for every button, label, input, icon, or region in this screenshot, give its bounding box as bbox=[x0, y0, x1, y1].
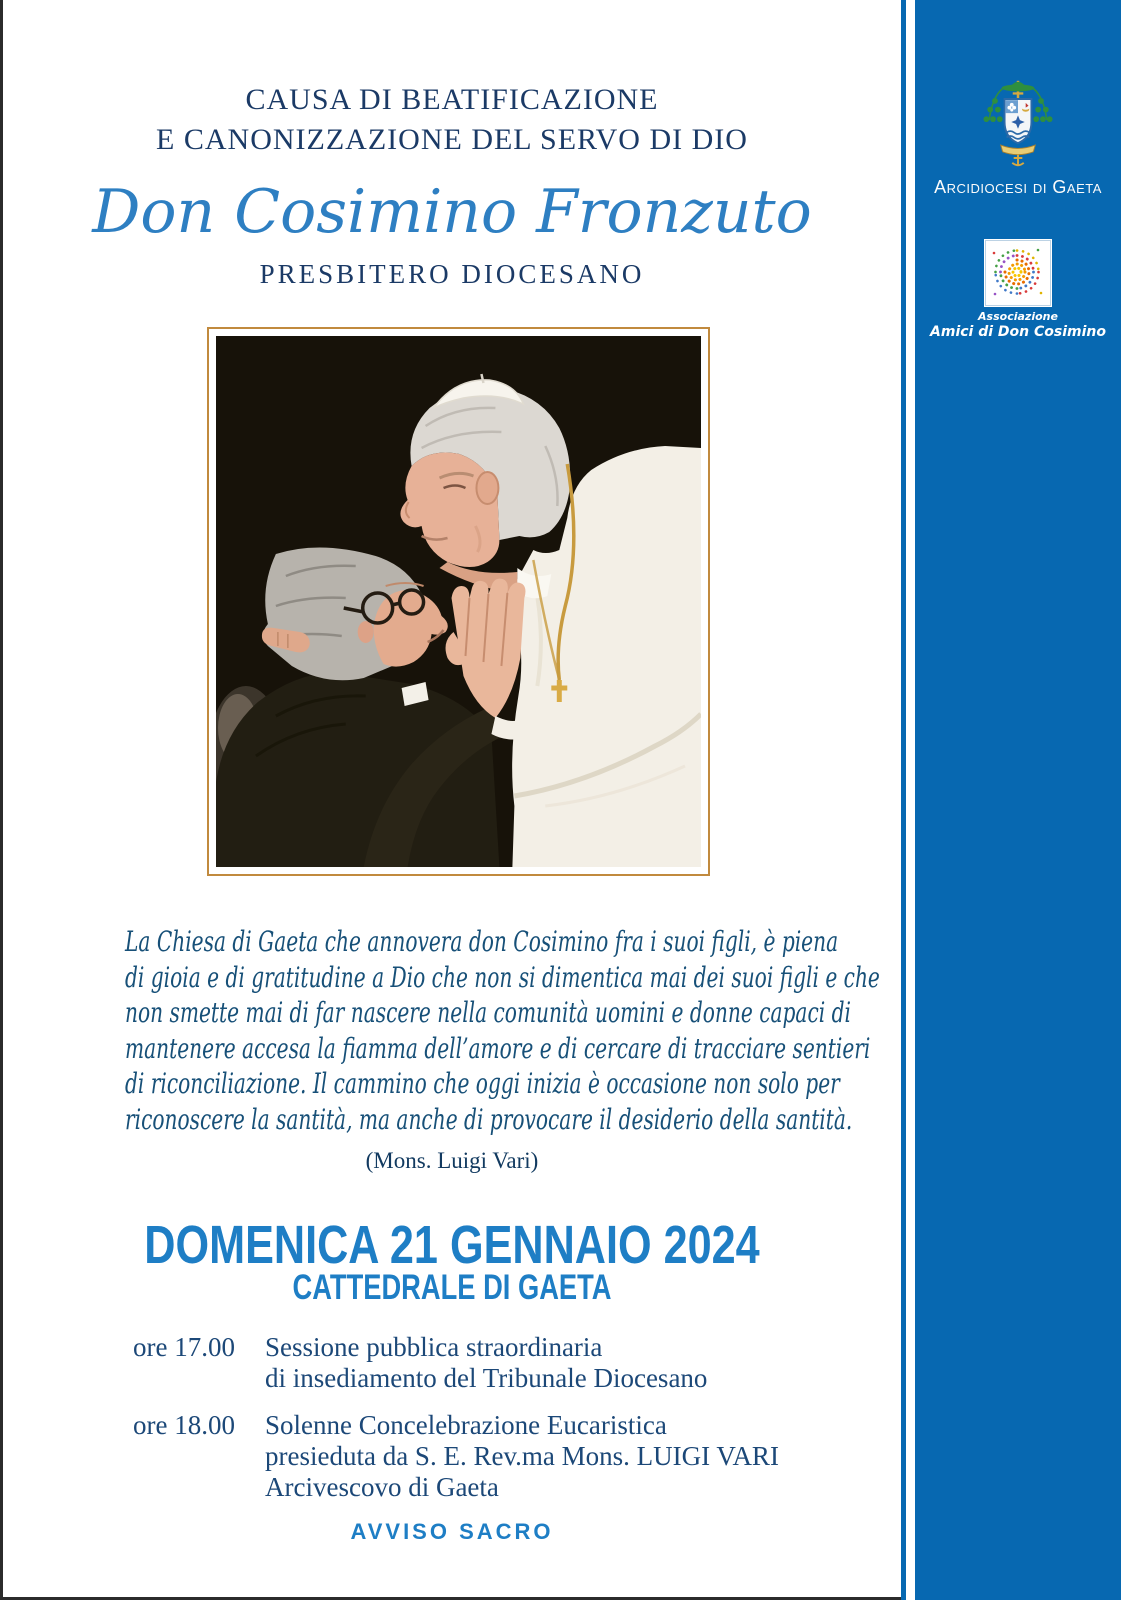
schedule-description bbox=[265, 1332, 707, 1394]
association-line-1: Associazione bbox=[978, 310, 1058, 323]
quote-line: non smette mai di far nascere nella comunità uomini e donne capaci di bbox=[125, 996, 851, 1029]
quote-line: La Chiesa di Gaeta che annovera don Cosimino fra i suoi figli, è piena bbox=[125, 925, 839, 958]
event-location: CATTEDRALE DI GAETA bbox=[292, 1268, 612, 1307]
diocese-sidebar bbox=[915, 0, 1121, 1600]
quote-line: di riconciliazione. Il cammino che oggi inizia è occasione non solo per bbox=[125, 1067, 840, 1100]
role-subtitle: PRESBITERO DIOCESANO bbox=[259, 259, 645, 289]
schedule-line: Arcivescovo di Gaeta bbox=[265, 1472, 499, 1502]
quote-attribution: (Mons. Luigi Vari) bbox=[365, 1148, 539, 1173]
quote-line: riconoscere la santità, ma anche di provocare il desiderio della santità. bbox=[125, 1102, 853, 1136]
title-line-1: CAUSA DI BEATIFICAZIONE bbox=[245, 83, 659, 116]
framed-photo bbox=[207, 327, 710, 876]
schedule-time: ore 18.00 bbox=[133, 1410, 235, 1440]
diocese-name-label: Arcidiocesi di Gaeta bbox=[934, 177, 1102, 197]
schedule-line: di insediamento del Tribunale Diocesano bbox=[265, 1363, 708, 1393]
schedule-line: Sessione pubblica straordinaria bbox=[265, 1332, 603, 1362]
quote-line: mantenere accesa la fiamma dell’amore e di cercare di tracciare sentieri bbox=[125, 1031, 871, 1065]
schedule-time: ore 17.00 bbox=[133, 1332, 235, 1362]
schedule-item bbox=[133, 1332, 779, 1394]
episcopal-coat-of-arms-icon bbox=[979, 76, 1057, 175]
schedule-line: Solenne Concelebrazione Eucaristica bbox=[265, 1410, 667, 1440]
avviso-sacro-label: AVVISO SACRO bbox=[350, 1519, 554, 1544]
schedule-line: presieduta da S. E. Rev.ma Mons. LUIGI VARI bbox=[265, 1441, 779, 1471]
title-line-2: E CANONIZZAZIONE DEL SERVO DI DIO bbox=[156, 123, 748, 156]
sidebar-accent-stripe bbox=[901, 0, 906, 1600]
page-title bbox=[3, 80, 901, 160]
event-date: DOMENICA 21 GENNAIO 2024 bbox=[144, 1215, 760, 1275]
association-name bbox=[915, 310, 1121, 341]
event-schedule bbox=[133, 1332, 779, 1519]
association-line-2: Amici di Don Cosimino bbox=[930, 323, 1106, 340]
association-spiral-logo-icon bbox=[985, 240, 1051, 306]
poster-main bbox=[3, 0, 901, 1600]
schedule-description bbox=[265, 1410, 779, 1503]
schedule-item bbox=[133, 1410, 779, 1503]
quote-paragraph bbox=[125, 924, 880, 1137]
pope-and-priest-photo-illustration bbox=[216, 336, 701, 867]
quote-line: di gioia e di gratitudine a Dio che non si dimentica mai dei suoi figli e che bbox=[125, 960, 880, 994]
servant-of-god-name: Don Cosimino Fronzuto bbox=[92, 177, 812, 247]
